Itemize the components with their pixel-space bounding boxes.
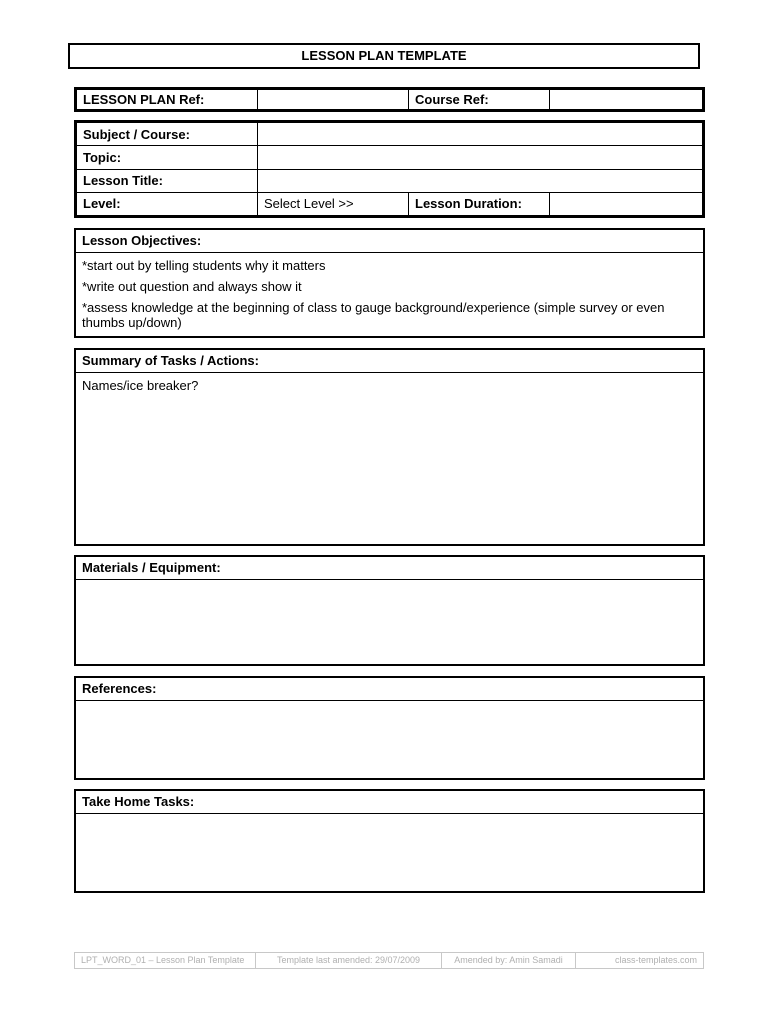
course-ref-field[interactable] <box>550 90 703 110</box>
references-heading: References: <box>76 678 703 701</box>
references-body[interactable] <box>76 701 703 706</box>
materials-body[interactable] <box>76 580 703 585</box>
objectives-heading: Lesson Objectives: <box>76 230 703 253</box>
ref-table <box>74 87 705 112</box>
footer-amended-by: Amended by: Amin Samadi <box>442 953 576 968</box>
lesson-duration-label: Lesson Duration: <box>409 192 550 215</box>
footer-site: class-templates.com <box>614 955 697 965</box>
objectives-section <box>74 228 705 338</box>
take-home-section <box>74 789 705 893</box>
lesson-title-label: Lesson Title: <box>77 169 258 192</box>
lesson-plan-ref-field[interactable] <box>258 90 409 110</box>
objective-line: *write out question and always show it <box>82 279 302 294</box>
course-ref-label: Course Ref: <box>409 90 550 110</box>
materials-section <box>74 555 705 666</box>
lesson-duration-field[interactable] <box>550 192 703 215</box>
topic-label: Topic: <box>77 146 258 169</box>
objective-line: *assess knowledge at the beginning of class to gauge background/experience (simple survey or even thumbs up/down) <box>82 300 665 330</box>
objectives-body[interactable] <box>76 253 703 330</box>
page-footer <box>74 952 704 969</box>
tasks-heading: Summary of Tasks / Actions: <box>76 350 703 373</box>
tasks-body[interactable] <box>76 373 703 393</box>
lesson-title-field[interactable] <box>258 169 703 192</box>
materials-heading: Materials / Equipment: <box>76 557 703 580</box>
details-table <box>74 120 705 218</box>
references-section <box>74 676 705 780</box>
page-title-text: LESSON PLAN TEMPLATE <box>301 48 467 63</box>
subject-label: Subject / Course: <box>77 123 258 146</box>
footer-amended-date: Template last amended: 29/07/2009 <box>256 953 442 968</box>
tasks-text: Names/ice breaker? <box>82 378 199 393</box>
take-home-heading: Take Home Tasks: <box>76 791 703 814</box>
take-home-body[interactable] <box>76 814 703 819</box>
objective-line: *start out by telling students why it matters <box>82 258 326 273</box>
tasks-section <box>74 348 705 546</box>
page-title <box>68 43 700 69</box>
footer-doc-id: LPT_WORD_01 – Lesson Plan Template <box>75 953 256 968</box>
lesson-plan-ref-label: LESSON PLAN Ref: <box>77 90 258 110</box>
level-select[interactable]: Select Level >> <box>258 192 409 215</box>
topic-field[interactable] <box>258 146 703 169</box>
level-label: Level: <box>77 192 258 215</box>
subject-field[interactable] <box>258 123 703 146</box>
